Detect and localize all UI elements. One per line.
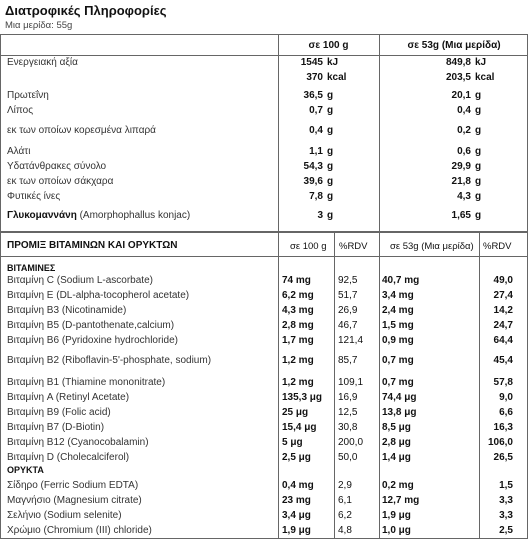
value-per-100g: 1545 (300, 57, 323, 68)
unit-per-serving: kJ (475, 57, 487, 68)
nutrient-label: Ενεργειακή αξία (7, 57, 78, 68)
unit-per-100g: kcal (327, 72, 347, 83)
vitamin-row (1, 320, 527, 333)
vitamin-row (1, 355, 527, 368)
nutrition-table (0, 34, 528, 232)
amount-per-serving: 3,4 mg (382, 290, 414, 301)
amount-per-serving: 0,2 mg (382, 480, 414, 491)
amount-per-serving: 40,7 mg (382, 275, 420, 286)
value-per-100g: 3 (317, 210, 323, 221)
ingredient-name: Σελήνιο (Sodium selenite) (7, 510, 122, 521)
unit-per-serving: kcal (475, 72, 495, 83)
amount-per-serving: 74,4 μg (382, 392, 417, 403)
vitamin-row (1, 305, 527, 318)
rdv-per-serving: 57,8 (493, 377, 513, 388)
value-per-100g: 7,8 (309, 191, 323, 202)
unit-per-serving: g (475, 90, 482, 101)
value-per-100g: 0,4 (309, 125, 323, 136)
amount-per-serving: 0,9 mg (382, 335, 414, 346)
nutrition-row-glucomannan (1, 210, 527, 224)
nutrient-label: Γλυκομαννάνη (Amorphophallus konjac) (7, 210, 191, 221)
rdv-per-serving: 16,3 (493, 422, 513, 433)
mineral-row (1, 510, 527, 523)
value-per-100g: 370 (306, 72, 323, 83)
nutrition-row (1, 125, 527, 139)
unit-per-serving: g (475, 210, 482, 221)
vitamin-row (1, 407, 527, 420)
rdv-per-serving: 64,4 (493, 335, 513, 346)
amount-per-100g: 1,2 mg (282, 377, 314, 388)
ingredient-name: Χρώμιο (Chromium (III) chloride) (7, 525, 152, 536)
unit-per-100g: g (327, 176, 334, 187)
ingredient-name: Μαγνήσιο (Magnesium citrate) (7, 495, 142, 506)
value-per-100g: 0,7 (309, 105, 323, 116)
amount-per-100g: 6,2 mg (282, 290, 314, 301)
rdv-per-serving: 106,0 (487, 437, 513, 448)
vitamin-row (1, 275, 527, 288)
column-header-rdv: %RDV (483, 241, 512, 252)
vitamins-minerals-table (0, 232, 528, 539)
ingredient-name: Βιταμίνη C (Sodium L-ascorbate) (7, 275, 153, 286)
rdv-per-100g: 50,0 (338, 452, 358, 463)
nutrient-label: εκ των οποίων σάκχαρα (7, 176, 114, 187)
value-per-serving: 0,4 (457, 105, 471, 116)
unit-per-serving: g (475, 176, 482, 187)
nutrition-row (1, 72, 527, 86)
ingredient-name: Βιταμίνη D (Cholecalciferol) (7, 452, 130, 463)
unit-per-100g: g (327, 161, 334, 172)
amount-per-100g: 3,4 μg (282, 510, 311, 521)
nutrient-label: Αλάτι (7, 146, 31, 157)
amount-per-100g: 74 mg (282, 275, 311, 286)
header-divider (1, 55, 527, 56)
ingredient-name: Βιταμίνη B9 (Folic acid) (7, 407, 111, 418)
ingredient-name: Βιταμίνη E (DL-alpha-tocopherol acetate) (7, 290, 190, 301)
vitamin-row (1, 377, 527, 390)
amount-per-serving: 12,7 mg (382, 495, 420, 506)
rdv-per-serving: 6,6 (499, 407, 513, 418)
value-per-100g: 54,3 (303, 161, 323, 172)
amount-per-serving: 0,7 mg (382, 377, 414, 388)
amount-per-100g: 4,3 mg (282, 305, 314, 316)
value-per-serving: 0,2 (457, 125, 471, 136)
premix-header: ΠΡΟΜΙΞ ΒΙΤΑΜΙΝΩΝ ΚΑΙ ΟΡΥΚΤΩΝ (7, 240, 178, 251)
rdv-per-serving: 1,5 (499, 480, 513, 491)
amount-per-serving: 1,4 μg (382, 452, 411, 463)
nutrition-row (1, 176, 527, 190)
rdv-per-100g: 109,1 (338, 377, 364, 388)
value-per-100g: 1,1 (309, 146, 323, 157)
column-header-rdv: %RDV (339, 241, 368, 252)
amount-per-100g: 5 μg (282, 437, 303, 448)
vitamin-row (1, 392, 527, 405)
value-per-serving: 849,8 (445, 57, 471, 68)
unit-per-100g: g (327, 191, 334, 202)
amount-per-serving: 2,8 μg (382, 437, 411, 448)
nutrient-label: Πρωτεΐνη (7, 90, 49, 101)
vitamin-row (1, 422, 527, 435)
unit-per-100g: g (327, 105, 334, 116)
rdv-per-serving: 45,4 (493, 355, 513, 366)
amount-per-serving: 8,5 μg (382, 422, 411, 433)
ingredient-name: Βιταμίνη B2 (Riboflavin-5'-phosphate, sodium) (7, 355, 212, 366)
ingredient-name: Σίδηρο (Ferric Sodium EDTA) (7, 480, 139, 491)
rdv-per-100g: 85,7 (338, 355, 358, 366)
value-per-100g: 39,6 (303, 176, 323, 187)
unit-per-100g: g (327, 210, 334, 221)
ingredient-name: Βιταμίνη B7 (D-Biotin) (7, 422, 105, 433)
amount-per-100g: 25 μg (282, 407, 309, 418)
rdv-per-100g: 12,5 (338, 407, 358, 418)
nutrition-row (1, 161, 527, 175)
amount-per-serving: 1,0 μg (382, 525, 411, 536)
value-per-serving: 0,6 (457, 146, 471, 157)
column-header-per-serving: σε 53g (Μια μερίδα) (407, 40, 501, 51)
value-per-serving: 21,8 (451, 176, 471, 187)
column-header-per-serving: σε 53g (Μια μερίδα) (390, 241, 474, 252)
section-label-vitamins: ΒΙΤΑΜΙΝΕΣ (7, 263, 56, 273)
vitamin-row (1, 452, 527, 465)
mineral-row (1, 495, 527, 508)
nutrition-row (1, 57, 527, 71)
amount-per-100g: 1,2 mg (282, 355, 314, 366)
serving-size-note: Μια μερίδα: 55g (5, 20, 73, 31)
nutrition-row (1, 90, 527, 104)
ingredient-name: Βιταμίνη B1 (Thiamine mononitrate) (7, 377, 166, 388)
rdv-per-100g: 4,8 (338, 525, 352, 536)
vitamin-row (1, 335, 527, 348)
amount-per-serving: 2,4 mg (382, 305, 414, 316)
amount-per-100g: 2,5 μg (282, 452, 311, 463)
amount-per-serving: 13,8 μg (382, 407, 417, 418)
amount-per-serving: 1,9 μg (382, 510, 411, 521)
rdv-per-100g: 16,9 (338, 392, 358, 403)
section-label-minerals: ΟΡΥΚΤΑ (7, 465, 44, 475)
unit-per-serving: g (475, 146, 482, 157)
rdv-per-serving: 3,3 (499, 510, 513, 521)
nutrition-row (1, 105, 527, 119)
unit-per-serving: g (475, 105, 482, 116)
rdv-per-100g: 200,0 (338, 437, 364, 448)
rdv-per-serving: 2,5 (499, 525, 513, 536)
nutrient-label: εκ των οποίων κορεσμένα λιπαρά (7, 125, 156, 136)
amount-per-100g: 2,8 mg (282, 320, 314, 331)
unit-per-100g: g (327, 125, 334, 136)
nutrition-row (1, 191, 527, 205)
mineral-row (1, 525, 527, 538)
rdv-per-serving: 49,0 (493, 275, 513, 286)
value-per-serving: 1,65 (451, 210, 471, 221)
nutrient-label: Φυτικές ίνες (7, 191, 61, 202)
rdv-per-100g: 92,5 (338, 275, 358, 286)
amount-per-100g: 1,9 μg (282, 525, 311, 536)
ingredient-name: Βιταμίνη B6 (Pyridoxine hydrochloride) (7, 335, 178, 346)
nutrient-label: Λίπος (7, 105, 34, 116)
rdv-per-100g: 26,9 (338, 305, 358, 316)
mineral-row (1, 480, 527, 493)
unit-per-serving: g (475, 161, 482, 172)
header-divider (1, 256, 527, 257)
rdv-per-100g: 6,2 (338, 510, 352, 521)
value-per-serving: 4,3 (457, 191, 471, 202)
rdv-per-serving: 27,4 (493, 290, 513, 301)
ingredient-name: Βιταμίνη B3 (Nicotinamide) (7, 305, 127, 316)
vitamin-row (1, 290, 527, 303)
rdv-per-serving: 26,5 (493, 452, 513, 463)
rdv-per-100g: 121,4 (338, 335, 364, 346)
nutrition-row (1, 146, 527, 160)
value-per-serving: 20,1 (451, 90, 471, 101)
rdv-per-100g: 6,1 (338, 495, 352, 506)
value-per-100g: 36,5 (303, 90, 323, 101)
ingredient-name: Βιταμίνη B12 (Cyanocobalamin) (7, 437, 149, 448)
unit-per-serving: g (475, 191, 482, 202)
page-title: Διατροφικές Πληροφορίες (5, 3, 167, 18)
rdv-per-serving: 9,0 (499, 392, 513, 403)
ingredient-name: Βιταμίνη A (Retinyl Acetate) (7, 392, 130, 403)
value-per-serving: 29,9 (451, 161, 471, 172)
unit-per-100g: g (327, 146, 334, 157)
vitamin-row (1, 437, 527, 450)
rdv-per-100g: 30,8 (338, 422, 358, 433)
rdv-per-100g: 46,7 (338, 320, 358, 331)
amount-per-100g: 1,7 mg (282, 335, 314, 346)
amount-per-serving: 1,5 mg (382, 320, 414, 331)
rdv-per-100g: 51,7 (338, 290, 358, 301)
amount-per-100g: 23 mg (282, 495, 311, 506)
rdv-per-serving: 24,7 (493, 320, 513, 331)
unit-per-100g: kJ (327, 57, 339, 68)
unit-per-serving: g (475, 125, 482, 136)
amount-per-serving: 0,7 mg (382, 355, 414, 366)
amount-per-100g: 135,3 μg (282, 392, 323, 403)
amount-per-100g: 15,4 μg (282, 422, 317, 433)
column-header-per-100g: σε 100 g (290, 241, 327, 252)
ingredient-name: Βιταμίνη B5 (D-pantothenate,calcium) (7, 320, 175, 331)
column-header-per-100g: σε 100 g (308, 40, 349, 51)
rdv-per-serving: 3,3 (499, 495, 513, 506)
value-per-serving: 203,5 (445, 72, 471, 83)
rdv-per-100g: 2,9 (338, 480, 352, 491)
unit-per-100g: g (327, 90, 334, 101)
rdv-per-serving: 14,2 (493, 305, 513, 316)
amount-per-100g: 0,4 mg (282, 480, 314, 491)
nutrient-label: Υδατάνθρακες σύνολο (7, 161, 107, 172)
